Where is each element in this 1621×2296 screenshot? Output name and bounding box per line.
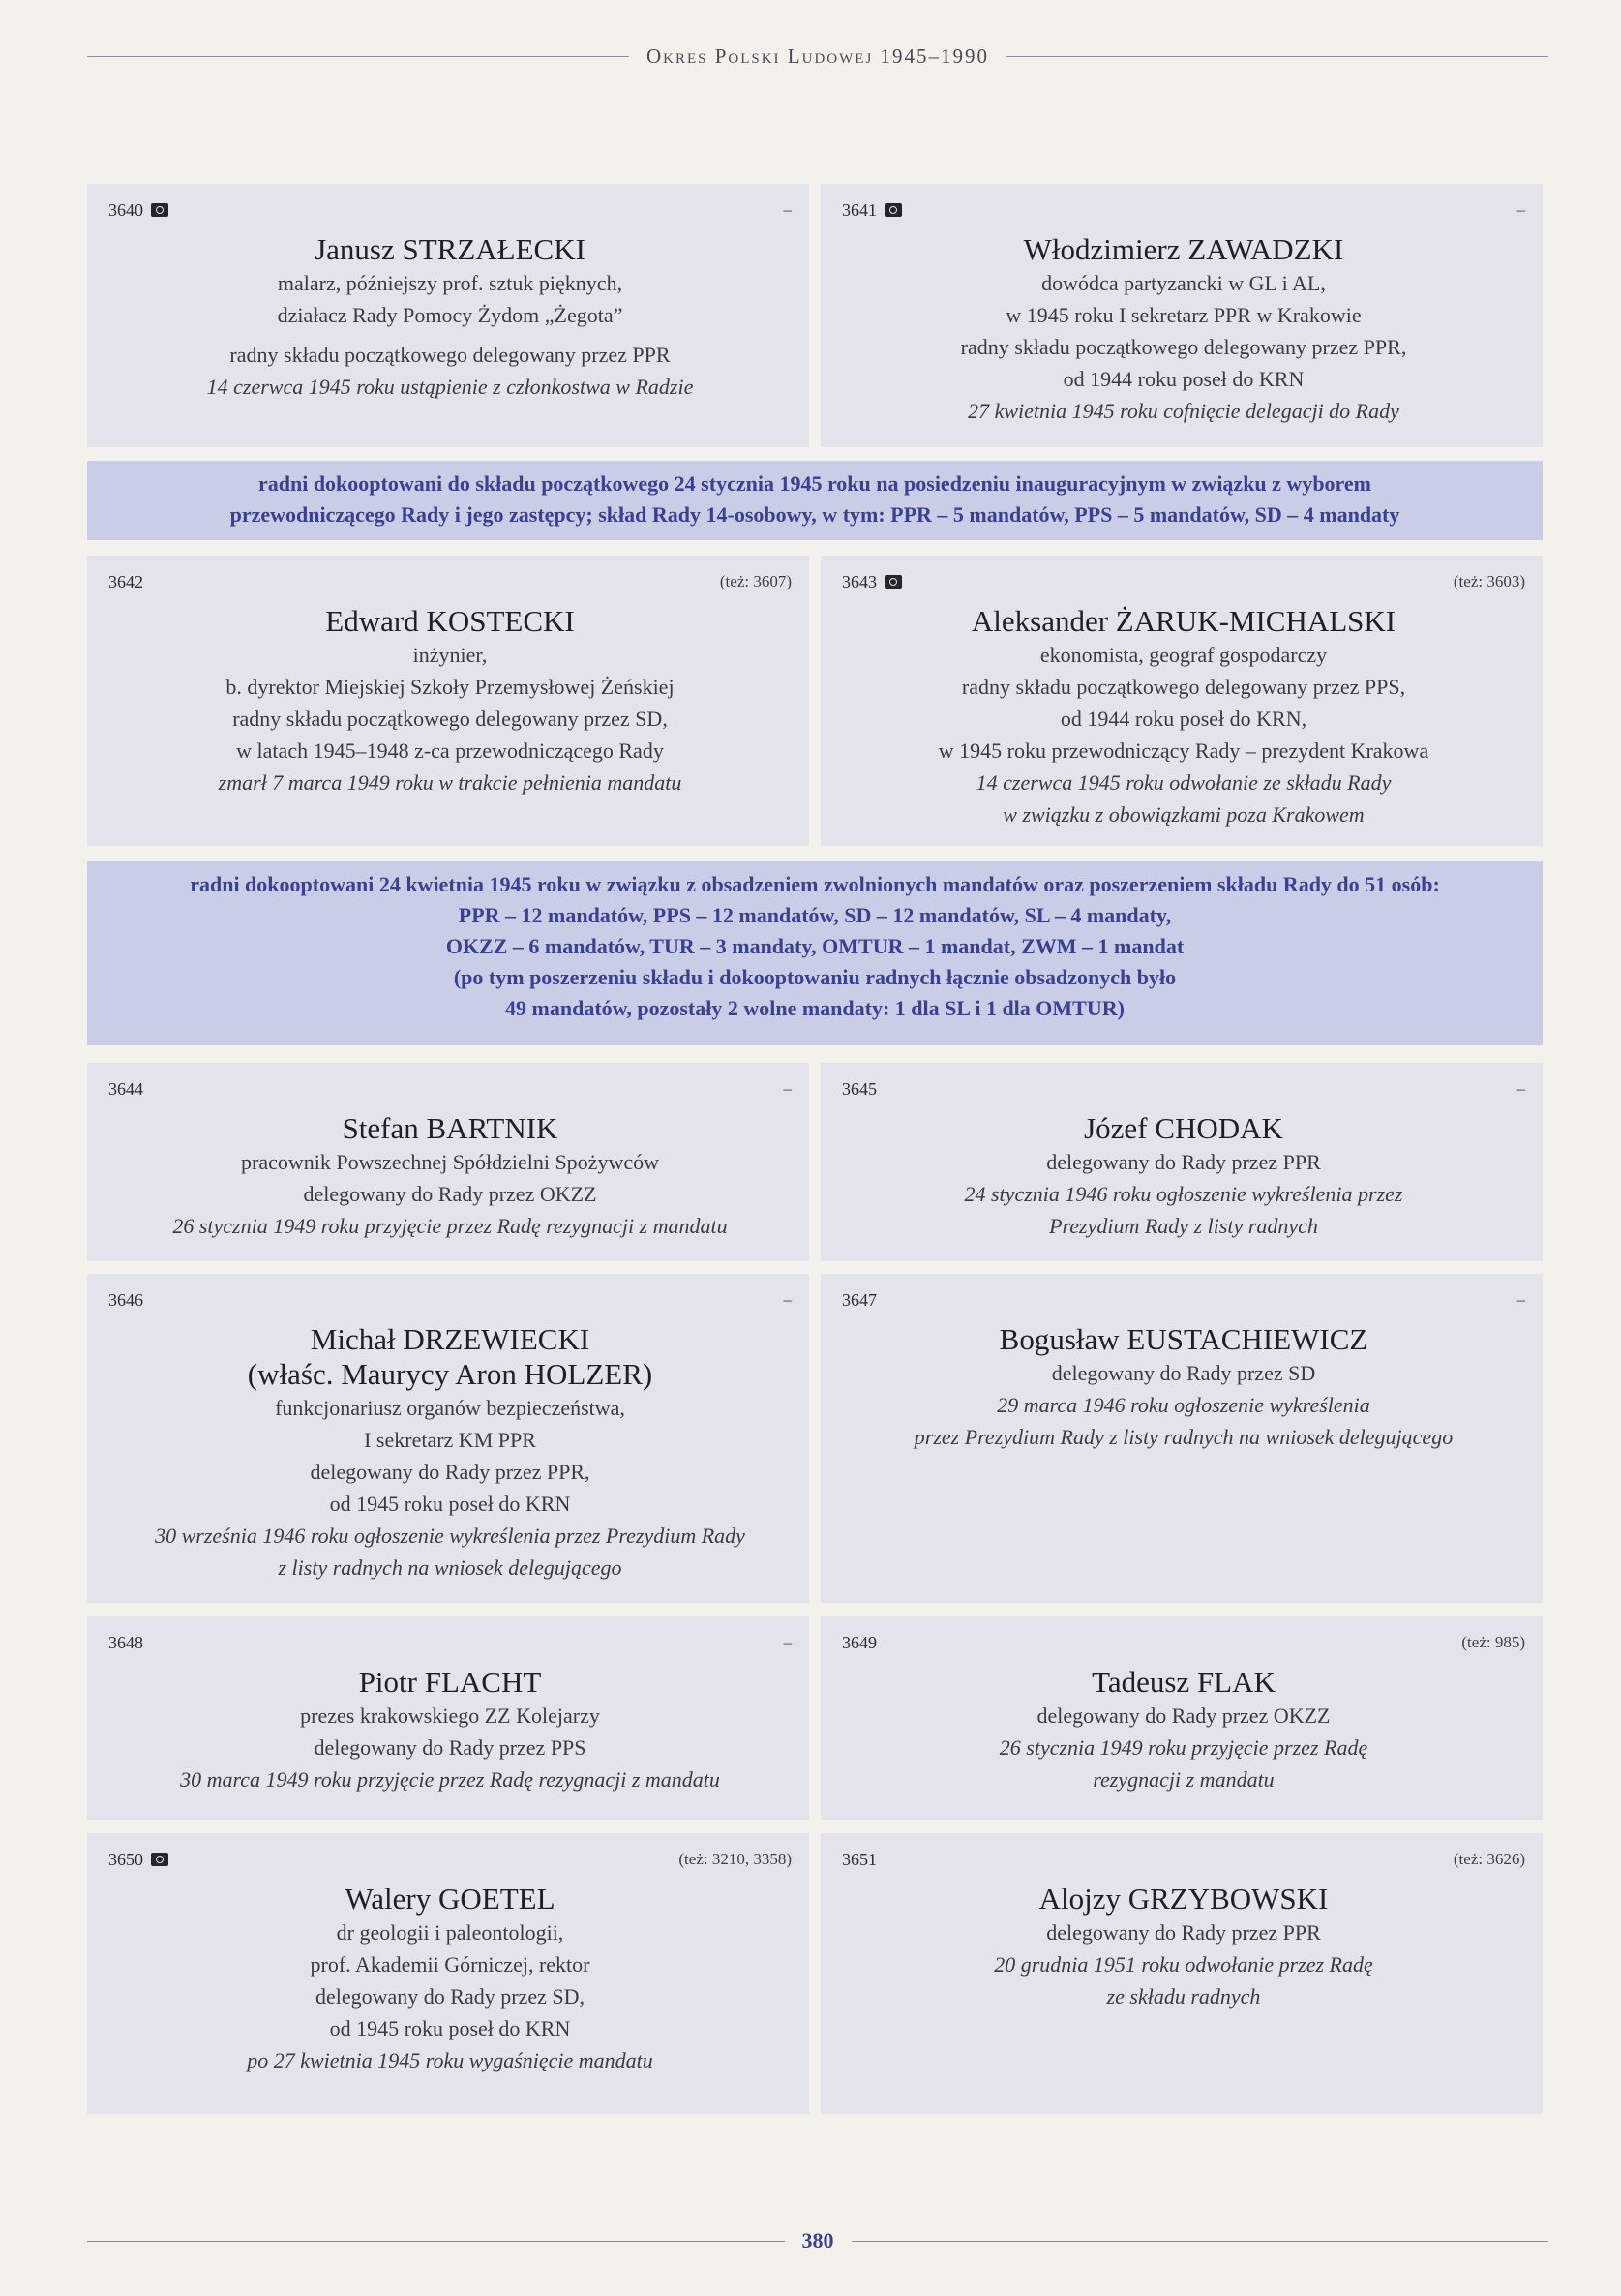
entry-reference: –: [1516, 1079, 1525, 1098]
entry-reference: –: [783, 1079, 792, 1098]
entry-number-text: 3643: [842, 571, 877, 591]
banner-line: przewodniczącego Rady i jego zastępcy; skład Rady 14-osobowy, w tym: PPR – 5 mandatów, PPS – 5 mandatów, SD – 4 mandaty: [229, 502, 1400, 527]
entry-line: 26 stycznia 1949 roku przyjęcie przez Radę rezygnacji z mandatu: [172, 1214, 728, 1238]
entry-number: [842, 572, 902, 592]
entry-line: delegowany do Rady przez PPR,: [310, 1460, 590, 1484]
entry-name: Walery GOETEL: [345, 1882, 555, 1916]
banner-line: radni dokooptowani do składu początkowego 24 stycznia 1945 roku na posiedzeniu inauguracyjnym w związku z wyborem: [257, 471, 1372, 496]
entry-line: radny składu początkowego delegowany przez SD,: [232, 707, 668, 731]
entry-number-text: 3644: [108, 1078, 143, 1099]
entry-name: Aleksander ŻARUK-MICHALSKI: [971, 604, 1396, 638]
entry-line: od 1945 roku poseł do KRN: [329, 1492, 571, 1516]
entry-line: delegowany do Rady przez OKZZ: [1036, 1704, 1331, 1728]
entry-number-text: 3651: [842, 1849, 877, 1869]
entry-reference: –: [783, 200, 792, 219]
entry-line: radny składu początkowego delegowany przez PPR,: [960, 335, 1407, 359]
entry-number-text: 3649: [842, 1632, 877, 1652]
entry-line: w związku z obowiązkami poza Krakowem: [1003, 802, 1365, 827]
header-rule-right: [1006, 56, 1548, 57]
entry-name-alt: (właśc. Maurycy Aron HOLZER): [247, 1357, 653, 1391]
entry-name: Alojzy GRZYBOWSKI: [1038, 1882, 1329, 1916]
entry-number: [108, 1079, 143, 1100]
entry-card-3651: [821, 1833, 1543, 2114]
entry-line: delegowany do Rady przez SD: [1051, 1361, 1316, 1385]
entry-reference: –: [783, 1290, 792, 1309]
banner-line: radni dokooptowani 24 kwietnia 1945 roku w związku z obsadzeniem zwolnionych mandatów oraz poszerzeniem składu Rady do 51 osób:: [190, 872, 1440, 896]
footer-rule-left: [87, 2241, 785, 2242]
entry-name: Józef CHODAK: [1084, 1111, 1283, 1145]
entry-line: ekonomista, geograf gospodarczy: [1039, 643, 1328, 667]
entry-number-text: 3645: [842, 1078, 877, 1099]
entry-line: 30 września 1946 roku ogłoszenie wykreślenia przez Prezydium Rady: [155, 1524, 745, 1548]
entry-line: delegowany do Rady przez PPS: [314, 1736, 586, 1760]
entry-line: ze składu radnych: [1106, 1984, 1261, 2009]
section-banner-2: [87, 861, 1543, 1045]
entry-name: Włodzimierz ZAWADZKI: [1023, 232, 1344, 266]
entry-line: radny składu początkowego delegowany przez PPS,: [961, 675, 1406, 699]
entry-line: dowódca partyzancki w GL i AL,: [1041, 271, 1326, 295]
entry-reference: (też: 3626): [1453, 1850, 1525, 1868]
entry-line: inżynier,: [412, 643, 488, 667]
entry-line: przez Prezydium Rady z listy radnych na wniosek delegującego: [914, 1425, 1454, 1449]
banner-line: (po tym poszerzeniu składu i dokooptowaniu radnych łącznie obsadzonych było: [453, 965, 1177, 989]
entry-line: Prezydium Rady z listy radnych: [1049, 1214, 1318, 1238]
camera-icon: [885, 575, 902, 589]
entry-line: z listy radnych na wniosek delegującego: [278, 1556, 622, 1580]
entry-line: dr geologii i paleontologii,: [336, 1920, 564, 1945]
entry-card-3650: [87, 1833, 809, 2114]
entry-number: [108, 572, 143, 592]
entry-name: Tadeusz FLAK: [1092, 1665, 1276, 1699]
entry-line: 14 czerwca 1945 roku odwołanie ze składu Rady: [976, 770, 1392, 795]
entry-line: po 27 kwietnia 1945 roku wygaśnięcie mandatu: [247, 2048, 653, 2072]
entry-reference: –: [1516, 200, 1525, 219]
entry-name: Janusz STRZAŁECKI: [315, 232, 585, 266]
entry-line: I sekretarz KM PPR: [364, 1428, 536, 1452]
entry-line: od 1944 roku poseł do KRN: [1063, 367, 1305, 391]
entry-number-text: 3642: [108, 571, 143, 591]
page-footer: [87, 2221, 1548, 2260]
camera-icon: [151, 1853, 168, 1866]
entry-line: malarz, późniejszy prof. sztuk pięknych,: [277, 271, 623, 295]
entry-line: 20 grudnia 1951 roku odwołanie przez Radę: [994, 1952, 1373, 1977]
entry-line: prezes krakowskiego ZZ Kolejarzy: [300, 1704, 600, 1728]
banner-line: 49 mandatów, pozostały 2 wolne mandaty: 1 dla SL i 1 dla OMTUR): [505, 996, 1125, 1020]
entry-line: delegowany do Rady przez OKZZ: [303, 1182, 597, 1206]
entry-name: Piotr FLACHT: [358, 1665, 542, 1699]
entry-line: pracownik Powszechnej Spółdzielni Spożywców: [241, 1150, 659, 1174]
entry-card-3642: [87, 556, 809, 846]
section-banner-1: [87, 461, 1543, 540]
entry-line: b. dyrektor Miejskiej Szkoły Przemysłowej Żeńskiej: [225, 675, 675, 699]
entry-number-text: 3646: [108, 1289, 143, 1310]
entry-reference: (też: 985): [1461, 1633, 1525, 1651]
entry-line: w 1945 roku I sekretarz PPR w Krakowie: [1006, 303, 1362, 327]
banner-line: OKZZ – 6 mandatów, TUR – 3 mandaty, OMTUR – 1 mandat, ZWM – 1 mandat: [445, 934, 1185, 958]
entry-line: 30 marca 1949 roku przyjęcie przez Radę rezygnacji z mandatu: [180, 1767, 720, 1792]
entry-line: delegowany do Rady przez SD,: [315, 1984, 585, 2009]
entry-number-text: 3650: [108, 1849, 143, 1869]
entry-number: [108, 200, 168, 221]
entry-number: [108, 1633, 143, 1653]
entry-line: zmarł 7 marca 1949 roku w trakcie pełnienia mandatu: [218, 770, 682, 795]
entry-line: w latach 1945–1948 z-ca przewodniczącego Rady: [236, 739, 664, 763]
entry-reference: –: [783, 1633, 792, 1651]
entry-line: delegowany do Rady przez PPR: [1046, 1920, 1321, 1945]
entry-card-3641: [821, 184, 1543, 447]
entry-line: działacz Rady Pomocy Żydom „Żegota”: [277, 303, 623, 327]
entry-number: [108, 1290, 143, 1311]
entry-reference: (też: 3210, 3358): [678, 1850, 792, 1868]
entry-card-3649: [821, 1616, 1543, 1820]
footer-rule-right: [852, 2241, 1549, 2242]
entry-line: prof. Akademii Górniczej, rektor: [310, 1952, 590, 1977]
entry-card-3647: [821, 1274, 1543, 1603]
entry-card-3640: [87, 184, 809, 447]
entry-name: Michał DRZEWIECKI: [310, 1322, 590, 1356]
entry-card-3644: [87, 1063, 809, 1261]
entry-line: 14 czerwca 1945 roku ustąpienie z członkostwa w Radzie: [206, 375, 694, 399]
entry-line: 26 stycznia 1949 roku przyjęcie przez Radę: [999, 1736, 1368, 1760]
entry-reference: –: [1516, 1290, 1525, 1309]
entry-line: od 1944 roku poseł do KRN,: [1060, 707, 1307, 731]
header-title: Okres Polski Ludowej 1945–1990: [645, 44, 990, 68]
entry-line: delegowany do Rady przez PPR: [1046, 1150, 1321, 1174]
entry-card-3648: [87, 1616, 809, 1820]
entry-name: Edward KOSTECKI: [325, 604, 575, 638]
entry-line: 27 kwietnia 1945 roku cofnięcie delegacji do Rady: [968, 399, 1399, 423]
entry-name: Bogusław EUSTACHIEWICZ: [999, 1322, 1368, 1356]
entry-number: [842, 1633, 877, 1653]
entry-line: 29 marca 1946 roku ogłoszenie wykreślenia: [997, 1393, 1370, 1417]
entry-line: w 1945 roku przewodniczący Rady – prezydent Krakowa: [938, 739, 1429, 763]
entry-line: rezygnacji z mandatu: [1093, 1767, 1275, 1792]
entry-line: 24 stycznia 1946 roku ogłoszenie wykreślenia przez: [964, 1182, 1403, 1206]
entry-line: funkcjonariusz organów bezpieczeństwa,: [275, 1396, 625, 1420]
page-number: 380: [801, 2228, 834, 2252]
entry-card-3645: [821, 1063, 1543, 1261]
entry-name: Stefan BARTNIK: [342, 1111, 558, 1145]
entry-line: radny składu początkowego delegowany przez PPR: [229, 343, 671, 367]
entry-number-text: 3641: [842, 199, 877, 220]
entry-card-3643: [821, 556, 1543, 846]
banner-line: PPR – 12 mandatów, PPS – 12 mandatów, SD – 12 mandatów, SL – 4 mandaty,: [458, 903, 1172, 927]
entry-card-3646: [87, 1274, 809, 1603]
entry-number-text: 3640: [108, 199, 143, 220]
running-header: [87, 37, 1548, 76]
header-rule-left: [87, 56, 629, 57]
entry-reference: (też: 3607): [719, 572, 792, 590]
entry-number: [842, 1079, 877, 1100]
entry-number: [842, 200, 902, 221]
camera-icon: [885, 203, 902, 217]
camera-icon: [151, 203, 168, 217]
entry-number: [108, 1850, 168, 1870]
entry-number-text: 3647: [842, 1289, 877, 1310]
entry-number: [842, 1290, 877, 1311]
entry-number-text: 3648: [108, 1632, 143, 1652]
entry-line: od 1945 roku poseł do KRN: [329, 2016, 571, 2040]
entry-number: [842, 1850, 877, 1870]
entry-reference: (też: 3603): [1453, 572, 1525, 590]
